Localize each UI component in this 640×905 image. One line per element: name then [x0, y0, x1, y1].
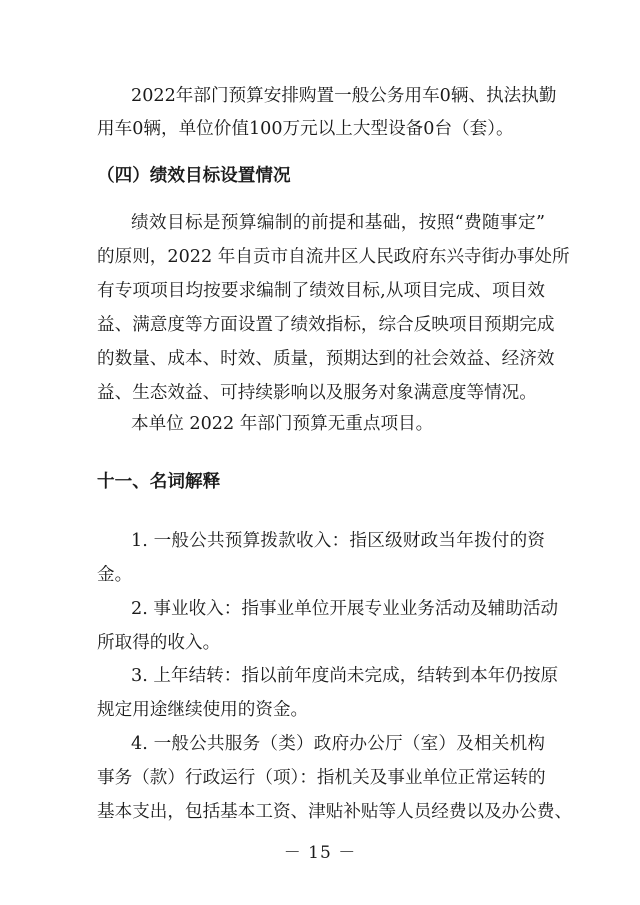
section-heading-glossary: 十一、名词解释 [97, 472, 221, 492]
paragraph-vehicle-line-2: 用车0辆，单位价值100万元以上大型设备0台（套）。 [97, 119, 514, 139]
definition-2-line-1: 2. 事业收入：指事业单位开展专业业务活动及辅助活动 [131, 599, 559, 619]
paragraph-no-key-projects: 本单位 2022 年部门预算无重点项目。 [131, 414, 434, 434]
definition-2-line-2: 所取得的收入。 [97, 633, 221, 653]
paragraph-performance-line-1: 绩效目标是预算编制的前提和基础，按照“费随事定” [131, 213, 545, 233]
definition-3-line-1: 3. 上年结转：指以前年度尚未完成，结转到本年仍按原 [131, 666, 559, 686]
definition-4-line-2: 事务（款）行政运行（项）：指机关及事业单位正常运转的 [97, 768, 546, 788]
definition-1-line-2: 金。 [97, 565, 133, 585]
section-heading-performance-goals: （四）绩效目标设置情况 [97, 166, 291, 186]
paragraph-performance-line-3: 有专项项目均按要求编制了绩效目标,从项目完成、项目效 [97, 281, 545, 301]
definition-1-line-1: 1. 一般公共预算拨款收入：指区级财政当年拨付的资 [131, 531, 545, 551]
paragraph-performance-line-6: 益、生态效益、可持续影响以及服务对象满意度等情况。 [97, 383, 537, 403]
paragraph-performance-line-4: 益、满意度等方面设置了绩效指标，综合反映项目预期完成 [97, 315, 555, 335]
definition-3-line-2: 规定用途继续使用的资金。 [97, 700, 309, 720]
paragraph-performance-line-5: 的数量、成本、时效、质量，预期达到的社会效益、经济效 [97, 349, 555, 369]
page-number: － 15 － [283, 843, 357, 863]
definition-4-line-1: 4. 一般公共服务（类）政府办公厅（室）及相关机构 [131, 734, 545, 754]
definition-4-line-3: 基本支出，包括基本工资、津贴补贴等人员经费以及办公费、 [97, 802, 573, 822]
paragraph-vehicle-line-1: 2022年部门预算安排购置一般公务用车0辆、执法执勤 [131, 86, 557, 106]
paragraph-performance-line-2: 的原则，2022 年自贡市自流井区人民政府东兴寺街办事处所 [97, 247, 570, 267]
